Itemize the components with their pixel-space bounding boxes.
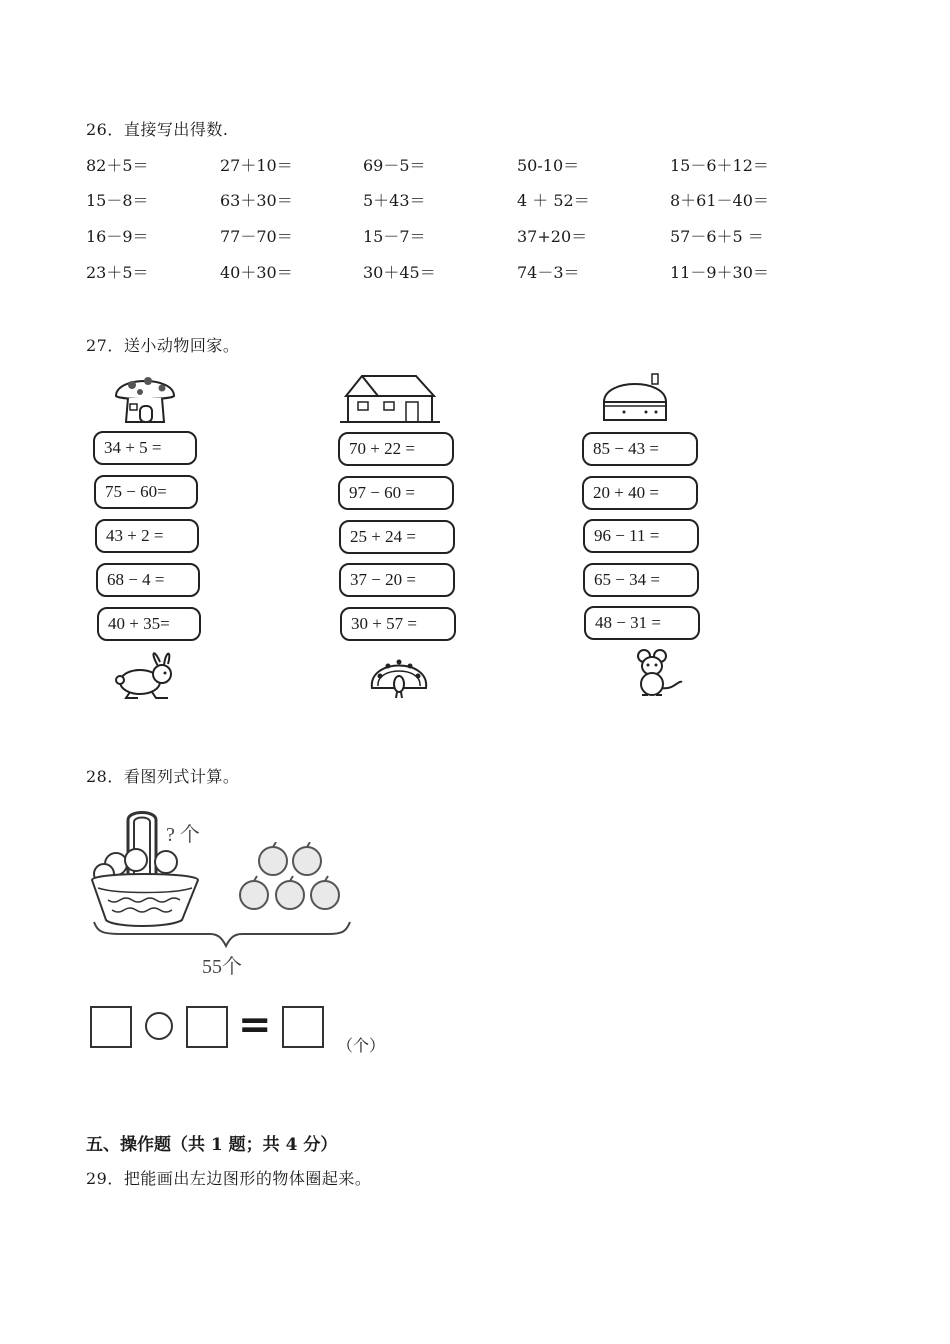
q26-cell: 23＋5＝ [86,263,149,282]
q26-cell: 82＋5＝ [86,156,149,175]
equation-pill: 37 − 20 = [339,563,455,597]
answer-box[interactable] [282,1006,324,1048]
q26-cell: 15－8＝ [86,191,149,210]
q26-cell: 77－70＝ [220,227,293,246]
q26-cell: 37+20＝ [517,227,588,246]
q26-cell: 4 ＋ 52＝ [517,191,590,210]
q26-cell: 16－9＝ [86,227,149,246]
q27-title: 27．送小动物回家。 [86,336,240,355]
apples-group-icon [236,842,344,914]
q26-cell: 5＋43＝ [363,191,426,210]
q26-cell: 69－5＝ [363,156,426,175]
equation-pill: 34 + 5 = [93,431,197,465]
equation-pill: 68 − 4 = [96,563,200,597]
equation-pill: 20 + 40 = [582,476,698,510]
q26-cell: 15－6＋12＝ [670,156,769,175]
equation-pill: 48 − 31 = [584,606,700,640]
q26-cell: 74－3＝ [517,263,580,282]
q26-cell: 8＋61－40＝ [670,191,769,210]
equation-pill: 85 − 43 = [582,432,698,466]
question-count-label: ? 个 [166,824,200,846]
q26-title: 26．直接写出得数. [86,120,229,139]
section-heading: 五、操作题（共 1 题；共 4 分） [86,1135,338,1155]
equation-pill: 30 + 57 = [340,607,456,641]
q26-cell: 57－6＋5 ＝ [670,227,764,246]
q26-cell: 27＋10＝ [220,156,293,175]
q26-cell: 50-10＝ [517,156,580,175]
equals-sign: = [238,1002,272,1048]
brace-icon [92,920,352,950]
peacock-icon [368,648,430,700]
q26-cell: 15－7＝ [363,227,426,246]
equation-pill: 75 − 60= [94,475,198,509]
operator-circle[interactable] [145,1012,173,1040]
unit-label: （个） [337,1036,386,1055]
equation-pill: 70 + 22 = [338,432,454,466]
q28-title: 28．看图列式计算。 [86,767,240,786]
equation-pill: 65 − 34 = [583,563,699,597]
q26-cell: 40＋30＝ [220,263,293,282]
q26-cell: 30＋45＝ [363,263,436,282]
q29-title: 29．把能画出左边图形的物体圈起来。 [86,1169,372,1188]
house-icon [340,370,440,426]
equation-pill: 96 − 11 = [583,519,699,553]
answer-box[interactable] [90,1006,132,1048]
mouse-icon [626,646,684,698]
equation-pill: 97 − 60 = [338,476,454,510]
yurt-icon [600,372,672,426]
mushroom-house-icon [110,370,180,426]
q26-cell: 11－9＋30＝ [670,263,769,282]
equation-pill: 43 + 2 = [95,519,199,553]
answer-box[interactable] [186,1006,228,1048]
rabbit-icon [112,648,184,700]
equation-pill: 25 + 24 = [339,520,455,554]
q26-cell: 63＋30＝ [220,191,293,210]
equation-pill: 40 + 35= [97,607,201,641]
total-label: 55个 [202,956,242,978]
